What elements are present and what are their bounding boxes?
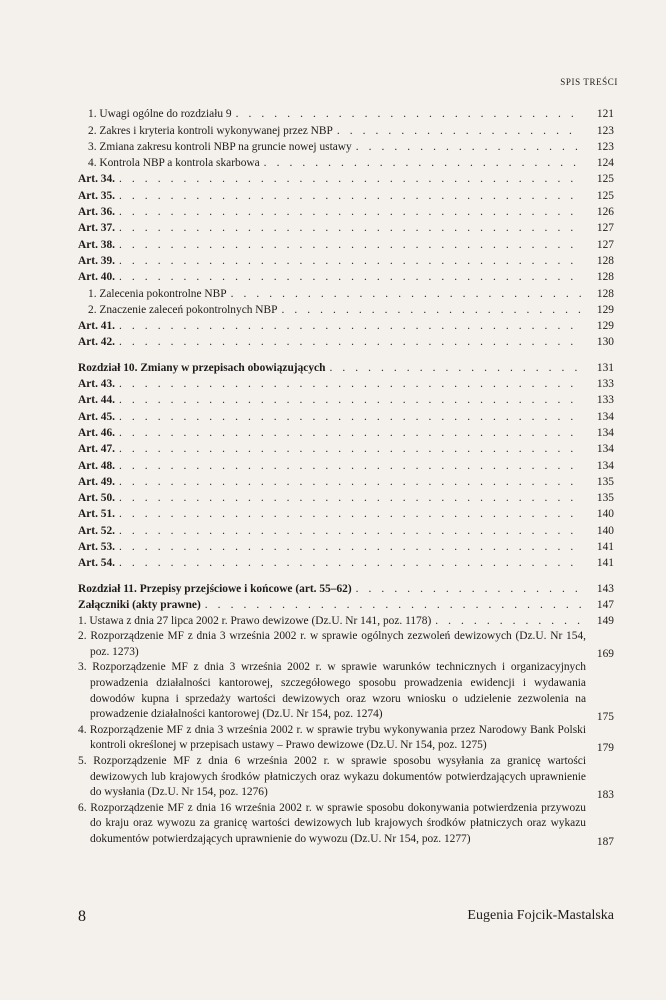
dot-leader — [119, 188, 582, 204]
toc-entry — [78, 302, 614, 318]
toc-entry — [78, 285, 614, 301]
toc-entry — [78, 522, 614, 538]
toc-entry-label: Rozdział 10. Zmiany w przepisach obowiązujących — [78, 361, 326, 374]
toc-entry — [78, 376, 614, 392]
toc-entry-label: Art. 42. — [78, 336, 116, 349]
dot-leader — [119, 474, 582, 490]
toc-entry-multiline — [78, 660, 614, 722]
toc-entry — [78, 318, 614, 334]
toc-entry — [78, 539, 614, 555]
toc-entry-label: 2. Zakres i kryteria kontroli wykonywanej przez NBP — [88, 124, 333, 137]
toc-entry-label: Rozdział 11. Przepisy przejściowe i końcowe (art. 55–62) — [78, 582, 352, 595]
dot-leader — [119, 171, 582, 187]
dot-leader — [119, 409, 582, 425]
dot-leader — [119, 220, 582, 236]
dot-leader — [337, 123, 582, 139]
toc-entry-label: Art. 47. — [78, 443, 116, 456]
toc-entry — [78, 155, 614, 171]
toc-entry-label: 4. Kontrola NBP a kontrola skarbowa — [88, 157, 260, 170]
dot-leader — [329, 360, 582, 376]
toc-entry-label: 1. Zalecenia pokontrolne NBP — [88, 287, 227, 300]
toc-entry-page: 135 — [596, 492, 614, 505]
toc-entry-label: Art. 52. — [78, 524, 116, 537]
dot-leader — [236, 106, 582, 122]
dot-leader — [119, 253, 582, 269]
toc-entry-label: 1. Uwagi ogólne do rozdziału 9 — [88, 108, 232, 121]
toc-entry-multiline — [78, 723, 614, 754]
toc-entry-page: 123 — [596, 140, 614, 153]
dot-leader — [205, 597, 582, 613]
dot-leader — [119, 318, 582, 334]
toc-entry — [78, 106, 614, 122]
toc-entry-multiline — [78, 629, 614, 660]
dot-leader — [119, 539, 582, 555]
toc-entry-page: 126 — [596, 206, 614, 219]
toc-entry-label: Art. 38. — [78, 238, 116, 251]
toc-entry-label: 2. Rozporządzenie MF z dnia 3 września 2002 r. w sprawie ogólnych zezwoleń dewizowych (Dz.U. Nr 154, poz. 1273) — [78, 630, 586, 658]
toc-entry-page: 141 — [596, 557, 614, 570]
dot-leader — [119, 334, 582, 350]
page-footer — [78, 908, 614, 926]
dot-leader — [119, 376, 582, 392]
dot-leader — [119, 523, 582, 539]
toc-entry-page: 169 — [596, 648, 614, 661]
toc-entry — [78, 441, 614, 457]
toc-entry-page: 125 — [596, 189, 614, 202]
toc-entry — [78, 580, 614, 596]
toc-entry-label: 5. Rozporządzenie MF z dnia 6 września 2002 r. w sprawie sposobu wysyłania za granicę wartości dewizowych lub krajowych środków płatniczych oraz wykazu dokumentów potwierdzających uprawnienie do wysłania (Dz.U. Nr 154, poz. 1276) — [78, 754, 586, 799]
toc-entry-label: Art. 46. — [78, 426, 116, 439]
toc-entry-label: Art. 41. — [78, 320, 116, 333]
toc-entry-label: Art. 35. — [78, 189, 116, 202]
toc-entry-page: 179 — [596, 741, 614, 754]
toc-entry-page: 127 — [596, 222, 614, 235]
toc-entry — [78, 506, 614, 522]
toc-entry — [78, 597, 614, 613]
dot-leader — [119, 458, 582, 474]
dot-leader — [119, 392, 582, 408]
toc-entry-page: 141 — [596, 541, 614, 554]
toc-entry-label: 4. Rozporządzenie MF z dnia 3 września 2002 r. w sprawie trybu wykonywania przez Narodowy Bank Polski kontroli określonej w przepisach ustawy – Prawo dewizowe (Dz.U. Nr 154, poz. 1275) — [78, 723, 586, 752]
toc-entry-page: 147 — [596, 598, 614, 611]
toc-entry-page: 135 — [596, 475, 614, 488]
toc-entry — [78, 220, 614, 236]
toc-entry — [78, 555, 614, 571]
dot-leader — [119, 441, 582, 457]
toc-entry-label: Art. 34. — [78, 173, 116, 186]
toc-entry-label: Art. 54. — [78, 557, 116, 570]
toc-entry-page: 140 — [596, 508, 614, 521]
dot-leader — [435, 613, 582, 629]
dot-leader — [281, 302, 582, 318]
dot-leader — [119, 506, 582, 522]
toc-entry-page: 127 — [596, 238, 614, 251]
dot-leader — [119, 490, 582, 506]
dot-leader — [231, 286, 582, 302]
toc-entry — [78, 613, 614, 629]
toc-entry-page: 128 — [596, 254, 614, 267]
toc-entry-page: 125 — [596, 173, 614, 186]
dot-leader — [119, 425, 582, 441]
toc-section-chapter9 — [78, 106, 614, 350]
toc-entry-label: 3. Zmiana zakresu kontroli NBP na gruncie nowej ustawy — [88, 140, 352, 153]
toc-entry-page: 129 — [596, 320, 614, 333]
toc-section-chapter10 — [78, 359, 614, 571]
toc-entry-page: 134 — [596, 410, 614, 423]
table-of-contents — [78, 106, 614, 848]
toc-entry-page: 175 — [596, 710, 614, 723]
toc-entry — [78, 171, 614, 187]
toc-entry — [78, 187, 614, 203]
toc-entry-page: 130 — [596, 336, 614, 349]
toc-entry — [78, 359, 614, 375]
toc-entry-multiline — [78, 801, 614, 848]
toc-entry-label: Art. 44. — [78, 394, 116, 407]
toc-entry — [78, 457, 614, 473]
toc-entry-page: 149 — [596, 615, 614, 628]
toc-entry-page: 183 — [596, 788, 614, 801]
toc-entry-page: 128 — [596, 287, 614, 300]
toc-entry-page: 133 — [596, 394, 614, 407]
toc-entry — [78, 139, 614, 155]
toc-entry — [78, 425, 614, 441]
toc-entry-label: 3. Rozporządzenie MF z dnia 3 września 2002 r. w sprawie warunków technicznych i organizacyjnych prowadzenia działalności kantorowej, szczegółowego sposobu prowadzenia ewidencji i wydawania dowodów kupna i sprzedaży wartości dewizowych oraz wzoru wniosku o udzielenie zezwolenia na prowadzenie działalności kantorowej (Dz.U. Nr 154, poz. 1274) — [78, 661, 586, 721]
dot-leader — [119, 555, 582, 571]
toc-entry-page: 129 — [596, 303, 614, 316]
toc-entry-label: Art. 39. — [78, 254, 116, 267]
toc-entry — [78, 236, 614, 252]
toc-entry-page: 134 — [596, 426, 614, 439]
toc-entry — [78, 490, 614, 506]
toc-entry — [78, 269, 614, 285]
toc-entry-page: 124 — [596, 157, 614, 170]
page-number: 8 — [78, 908, 86, 925]
toc-entry-page: 123 — [596, 124, 614, 137]
toc-entry-label: Załączniki (akty prawne) — [78, 598, 201, 611]
toc-entry-multiline — [78, 754, 614, 801]
toc-entry — [78, 408, 614, 424]
toc-entry-label: 2. Znaczenie zaleceń pokontrolnych NBP — [88, 303, 278, 316]
toc-entry-page: 131 — [596, 361, 614, 374]
toc-entry-page: 140 — [596, 524, 614, 537]
toc-section-annexes — [78, 629, 614, 847]
toc-entry-label: Art. 49. — [78, 475, 116, 488]
toc-entry-label: Art. 37. — [78, 222, 116, 235]
toc-entry — [78, 204, 614, 220]
dot-leader — [119, 269, 582, 285]
toc-entry-page: 128 — [596, 271, 614, 284]
dot-leader — [119, 237, 582, 253]
toc-entry — [78, 474, 614, 490]
toc-entry — [78, 334, 614, 350]
toc-entry-page: 133 — [596, 378, 614, 391]
dot-leader — [119, 204, 582, 220]
toc-entry-page: 143 — [596, 582, 614, 595]
toc-entry-label: Art. 40. — [78, 271, 116, 284]
toc-section-chapter11 — [78, 580, 614, 629]
toc-entry-label: Art. 36. — [78, 206, 116, 219]
toc-entry-label: Art. 51. — [78, 508, 116, 521]
toc-entry-page: 134 — [596, 459, 614, 472]
toc-entry-label: Art. 50. — [78, 492, 116, 505]
toc-entry-label: Art. 45. — [78, 410, 116, 423]
toc-entry-page: 134 — [596, 443, 614, 456]
toc-entry — [78, 392, 614, 408]
dot-leader — [356, 581, 582, 597]
toc-entry-page: 121 — [596, 108, 614, 121]
author-name: Eugenia Fojcik-Mastalska — [467, 908, 614, 923]
dot-leader — [356, 139, 582, 155]
toc-entry-label: Art. 53. — [78, 541, 116, 554]
running-header: SPIS TREŚCI — [560, 77, 618, 87]
toc-entry-label: Art. 48. — [78, 459, 116, 472]
dot-leader — [264, 155, 582, 171]
toc-entry-label: 1. Ustawa z dnia 27 lipca 2002 r. Prawo dewizowe (Dz.U. Nr 141, poz. 1178) — [78, 615, 432, 628]
toc-entry-label: 6. Rozporządzenie MF z dnia 16 września 2002 r. w sprawie sposobu dokonywania potwierdzenia przywozu do kraju oraz wywozu za granicę wartości dewizowych lub krajowych środków płatniczych oraz wykazu dokumentów potwierdzających uprawnienie do wywozu (Dz.U. Nr 154, poz. 1277) — [78, 801, 586, 845]
toc-entry — [78, 253, 614, 269]
toc-entry — [78, 122, 614, 138]
toc-entry-label: Art. 43. — [78, 378, 116, 391]
toc-entry-page: 187 — [596, 835, 614, 848]
